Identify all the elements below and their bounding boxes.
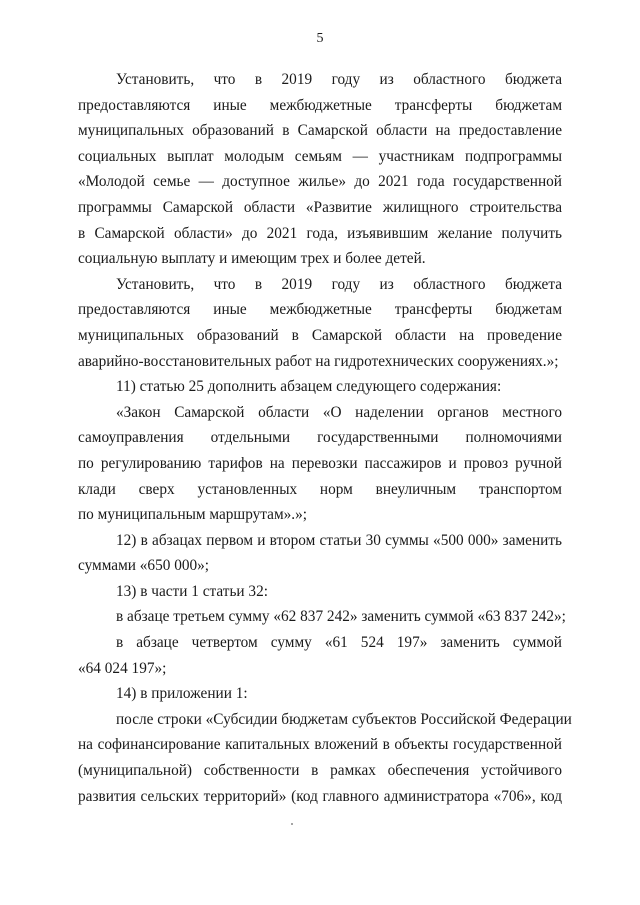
text-line: предоставляются иные межбюджетные трансферты бюджетам [78, 301, 562, 319]
text-line: после строки «Субсидии бюджетам субъектов Российской Федерации [116, 710, 572, 728]
text-line: по регулированию тарифов на перевозки пассажиров и провоз ручной [78, 454, 562, 472]
text-line: социальных выплат молодым семьям — участникам подпрограммы [78, 147, 562, 165]
scan-speck [291, 823, 293, 825]
text-line: 12) в абзацах первом и втором статьи 30 суммы «500 000» заменить [116, 531, 562, 549]
text-line: социальную выплату и имеющим трех и более детей. [78, 250, 426, 268]
text-line: «64 024 197»; [78, 659, 167, 677]
text-line: в абзаце третьем сумму «62 837 242» заменить суммой «63 837 242»; [116, 608, 566, 626]
text-line: суммами «650 000»; [78, 557, 210, 575]
text-line: на софинансирование капитальных вложений в объекты государственной [78, 736, 562, 754]
text-line: муниципальных образований в Самарской области на проведение [78, 326, 562, 344]
text-line: Установить, что в 2019 году из областного бюджета [116, 71, 562, 88]
text-line: 11) статью 25 дополнить абзацем следующего содержания: [116, 378, 502, 396]
text-line: Установить, что в 2019 году из областного бюджета [116, 275, 562, 293]
text-line: «Молодой семье — доступное жилье» до 2021 года государственной [78, 173, 562, 191]
text-line: 14) в приложении 1: [116, 685, 248, 703]
text-line: по муниципальным маршрутам».»; [78, 506, 308, 524]
text-line: программы Самарской области «Развитие жилищного строительства [78, 198, 562, 216]
text-line: в абзаце четвертом сумму «61 524 197» заменить суммой [116, 634, 562, 652]
text-line: предоставляются иные межбюджетные трансферты бюджетам [78, 96, 562, 114]
text-line: клади сверх установленных норм внеуличным транспортом [78, 480, 562, 498]
text-line: (муниципальной) собственности в рамках обеспечения устойчивого [78, 762, 562, 780]
text-line: 13) в части 1 статьи 32: [116, 582, 268, 600]
document-body [78, 67, 572, 809]
page-number: 5 [316, 31, 324, 46]
text-line: «Закон Самарской области «О наделении органов местного [116, 403, 562, 421]
text-line: муниципальных образований в Самарской области на предоставление [78, 122, 562, 140]
text-line: в Самарской области» до 2021 года, изъявившим желание получить [78, 224, 562, 242]
text-line: самоуправления отдельными государственными полномочиями [78, 429, 562, 447]
text-line: развития сельских территорий» (код главного администратора «706», код [78, 787, 562, 805]
text-line: аварийно-восстановительных работ на гидротехнических сооружениях.»; [78, 352, 559, 370]
